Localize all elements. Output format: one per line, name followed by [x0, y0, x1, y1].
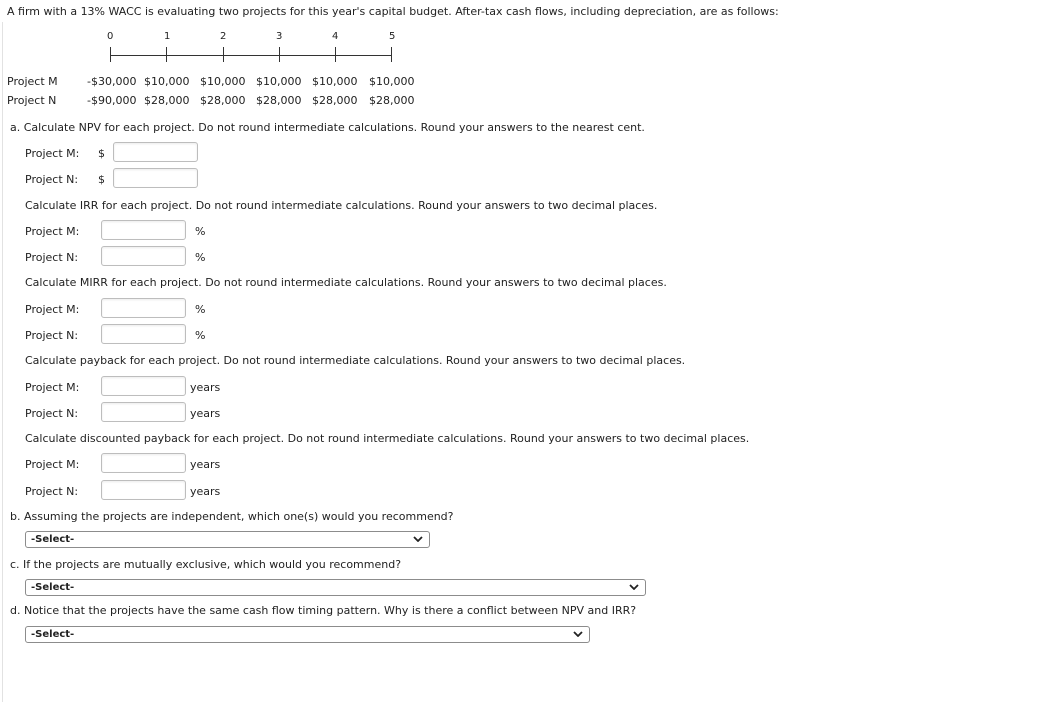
payback-m-label: Project M: [25, 381, 80, 394]
timeline-year-1: 1 [164, 31, 171, 42]
npv-m-input[interactable] [113, 142, 198, 162]
timeline-year-5: 5 [389, 31, 396, 42]
timeline-tick [110, 47, 111, 62]
cashflow-value: $10,000 [369, 75, 415, 88]
cashflow-value: $28,000 [369, 94, 415, 107]
irr-m-label: Project M: [25, 225, 80, 238]
irr-n-unit: % [195, 251, 206, 264]
irr-instruction: Calculate IRR for each project. Do not round intermediate calculations. Round your answers to two decimal places. [25, 199, 658, 212]
independent-select[interactable] [25, 531, 430, 548]
chevron-down-icon [629, 584, 639, 590]
conflict-select[interactable] [25, 626, 590, 643]
dpayback-n-unit: years [190, 485, 221, 498]
payback-m-input[interactable] [101, 376, 186, 396]
timeline-axis [110, 55, 392, 56]
timeline-tick [223, 47, 224, 62]
mirr-m-input[interactable] [101, 298, 186, 318]
npv-n-input[interactable] [113, 168, 198, 188]
irr-n-input[interactable] [101, 246, 186, 266]
npv-instruction: a. Calculate NPV for each project. Do not round intermediate calculations. Round your answers to the nearest cent. [10, 121, 645, 134]
conflict-select-value: -Select- [31, 629, 75, 640]
npv-m-label: Project M: [25, 147, 80, 160]
dpayback-m-input[interactable] [101, 453, 186, 473]
irr-m-unit: % [195, 225, 206, 238]
question-c: c. If the projects are mutually exclusive, which would you recommend? [10, 558, 402, 571]
intro-text: A firm with a 13% WACC is evaluating two projects for this year's capital budget. After-tax cash flows, including depreciation, are as follows: [7, 5, 779, 18]
dpayback-m-unit: years [190, 458, 221, 471]
cashflow-value: -$30,000 [87, 75, 137, 88]
timeline-tick [391, 47, 392, 62]
irr-n-label: Project N: [25, 251, 79, 264]
timeline-year-0: 0 [107, 31, 114, 42]
dpayback-m-label: Project M: [25, 458, 80, 471]
independent-select-value: -Select- [31, 534, 75, 545]
mirr-n-label: Project N: [25, 329, 79, 342]
payback-instruction: Calculate payback for each project. Do not round intermediate calculations. Round your answers to two decimal places. [25, 354, 686, 367]
cashflow-label-m: Project M [7, 75, 58, 88]
payback-m-unit: years [190, 381, 221, 394]
cashflow-value: $28,000 [200, 94, 246, 107]
dpayback-n-label: Project N: [25, 485, 79, 498]
cashflow-value: $28,000 [144, 94, 190, 107]
npv-n-currency: $ [98, 173, 105, 186]
payback-n-input[interactable] [101, 402, 186, 422]
cashflow-value: $10,000 [256, 75, 302, 88]
mirr-m-label: Project M: [25, 303, 80, 316]
question-d: d. Notice that the projects have the same cash flow timing pattern. Why is there a conflict between NPV and IRR? [10, 604, 637, 617]
chevron-down-icon [413, 536, 423, 542]
timeline-tick [279, 47, 280, 62]
question-b: b. Assuming the projects are independent, which one(s) would you recommend? [10, 510, 454, 523]
cashflow-value: $28,000 [256, 94, 302, 107]
timeline-year-2: 2 [220, 31, 227, 42]
cashflow-value: $10,000 [200, 75, 246, 88]
cashflow-value: $10,000 [144, 75, 190, 88]
mirr-n-unit: % [195, 329, 206, 342]
mirr-m-unit: % [195, 303, 206, 316]
cashflow-label-n: Project N [7, 94, 57, 107]
mirr-instruction: Calculate MIRR for each project. Do not round intermediate calculations. Round your answers to two decimal places. [25, 276, 667, 289]
mirr-n-input[interactable] [101, 324, 186, 344]
exclusive-select-value: -Select- [31, 582, 75, 593]
timeline-tick [166, 47, 167, 62]
payback-n-label: Project N: [25, 407, 79, 420]
timeline-year-3: 3 [276, 31, 283, 42]
cashflow-value: -$90,000 [87, 94, 137, 107]
npv-n-label: Project N: [25, 173, 79, 186]
dpayback-n-input[interactable] [101, 480, 186, 500]
exclusive-select[interactable] [25, 579, 646, 596]
cashflow-value: $28,000 [312, 94, 358, 107]
cashflow-value: $10,000 [312, 75, 358, 88]
timeline-year-4: 4 [332, 31, 339, 42]
timeline-tick [335, 47, 336, 62]
payback-n-unit: years [190, 407, 221, 420]
left-border [2, 22, 3, 702]
dpayback-instruction: Calculate discounted payback for each project. Do not round intermediate calculations. Round your answers to two decimal places. [25, 432, 750, 445]
npv-m-currency: $ [98, 147, 105, 160]
irr-m-input[interactable] [101, 220, 186, 240]
chevron-down-icon [573, 631, 583, 637]
